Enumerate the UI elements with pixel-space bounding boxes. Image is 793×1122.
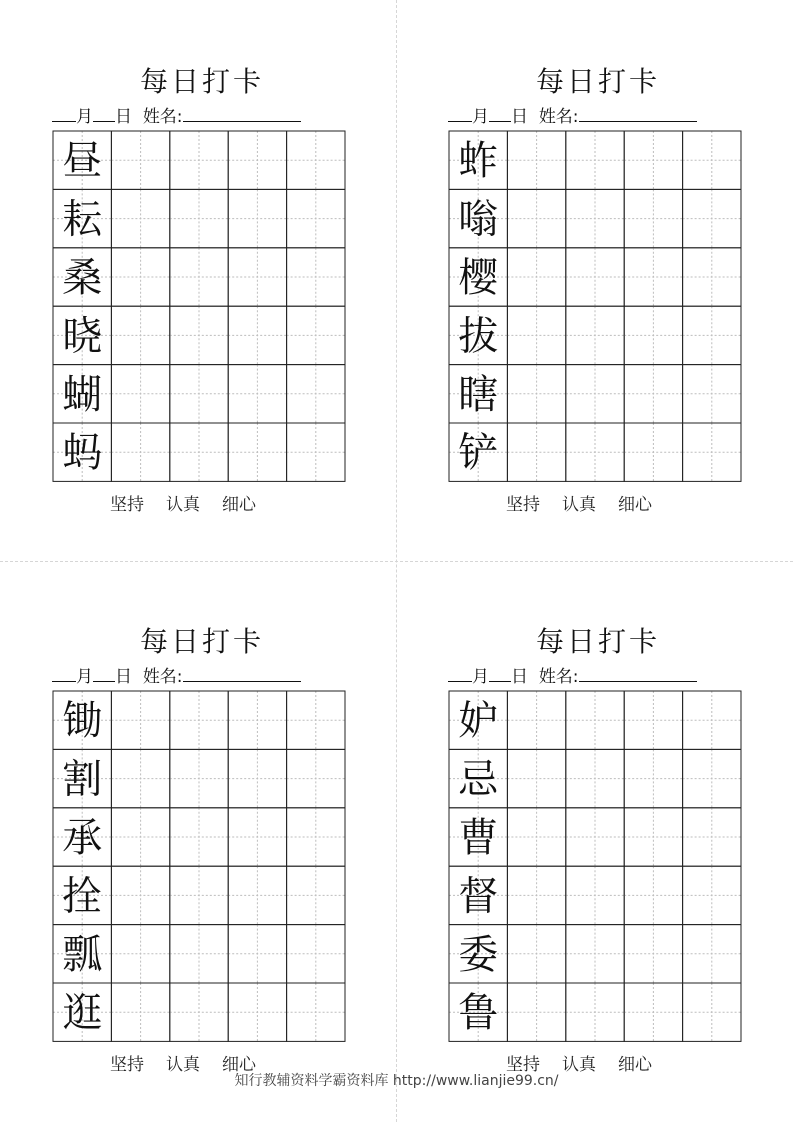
model-character: 妒 (458, 698, 499, 745)
model-character: 瓢 (62, 931, 103, 978)
model-character: 昼 (62, 138, 103, 185)
motto-item: 认真 (562, 495, 596, 515)
date-name-line (52, 662, 352, 687)
name-label: 姓名: (142, 107, 183, 127)
date-name-line (448, 102, 748, 127)
name-blank[interactable] (183, 107, 301, 122)
month-blank[interactable] (448, 667, 472, 682)
model-character: 承 (62, 815, 103, 861)
month-blank[interactable] (52, 107, 76, 122)
model-character: 鲁 (458, 990, 499, 1037)
motto-item: 认真 (562, 1055, 596, 1075)
month-blank[interactable] (448, 107, 472, 122)
model-character: 桑 (62, 255, 103, 301)
date-name-line (448, 662, 748, 687)
name-label: 姓名: (538, 107, 579, 127)
motto-item: 认真 (166, 1055, 200, 1075)
model-character: 瞎 (458, 371, 499, 418)
motto-item: 认真 (166, 495, 200, 515)
name-blank[interactable] (183, 667, 301, 682)
practice-card (52, 58, 352, 528)
motto-item: 坚持 (110, 1055, 144, 1075)
month-label: 月 (76, 107, 93, 127)
day-label: 日 (115, 107, 132, 127)
writing-grid (52, 690, 346, 1042)
card-title: 每日打卡 (535, 65, 660, 98)
month-label: 月 (76, 667, 93, 687)
model-character: 拴 (62, 873, 103, 920)
footer-watermark: 知行教辅资料学霸资料库 http://www.lianjie99.cn/ (234, 1073, 559, 1089)
model-character: 拔 (458, 313, 499, 360)
name-blank[interactable] (579, 107, 697, 122)
name-blank[interactable] (579, 667, 697, 682)
day-blank[interactable] (93, 107, 115, 122)
model-character: 蝴 (62, 371, 103, 418)
practice-card (52, 618, 352, 1088)
model-character: 委 (458, 931, 499, 978)
motto-item: 坚持 (110, 495, 144, 515)
model-character: 蚱 (458, 138, 499, 185)
model-character: 樱 (458, 255, 499, 301)
model-character: 忌 (458, 756, 499, 803)
date-name-line (52, 102, 352, 127)
day-blank[interactable] (489, 667, 511, 682)
day-label: 日 (511, 107, 528, 127)
motto-item: 坚持 (506, 1055, 540, 1075)
motto (110, 490, 278, 515)
model-character: 晓 (62, 313, 103, 360)
month-label: 月 (472, 107, 489, 127)
motto (506, 490, 674, 515)
model-character: 督 (458, 873, 499, 920)
writing-grid (448, 130, 742, 482)
model-character: 逛 (62, 990, 103, 1037)
page-divider-horizontal (0, 561, 793, 562)
motto-item: 细心 (618, 1055, 652, 1075)
writing-grid (448, 690, 742, 1042)
writing-grid (52, 130, 346, 482)
model-character: 嗡 (458, 196, 499, 243)
model-character: 蚂 (62, 430, 103, 477)
day-label: 日 (115, 667, 132, 687)
motto-item: 坚持 (506, 495, 540, 515)
model-character: 铲 (458, 430, 499, 477)
model-character: 锄 (62, 698, 103, 745)
month-label: 月 (472, 667, 489, 687)
model-character: 曹 (458, 815, 499, 861)
practice-card (448, 618, 748, 1088)
day-blank[interactable] (489, 107, 511, 122)
day-blank[interactable] (93, 667, 115, 682)
day-label: 日 (511, 667, 528, 687)
model-character: 耘 (62, 196, 103, 243)
motto-item: 细心 (222, 495, 256, 515)
card-title: 每日打卡 (139, 65, 264, 98)
motto-item: 细心 (618, 495, 652, 515)
motto-item: 细心 (222, 1055, 256, 1075)
card-title: 每日打卡 (535, 625, 660, 658)
card-title: 每日打卡 (139, 625, 264, 658)
practice-card (448, 58, 748, 528)
model-character: 割 (62, 756, 103, 803)
month-blank[interactable] (52, 667, 76, 682)
name-label: 姓名: (538, 667, 579, 687)
name-label: 姓名: (142, 667, 183, 687)
